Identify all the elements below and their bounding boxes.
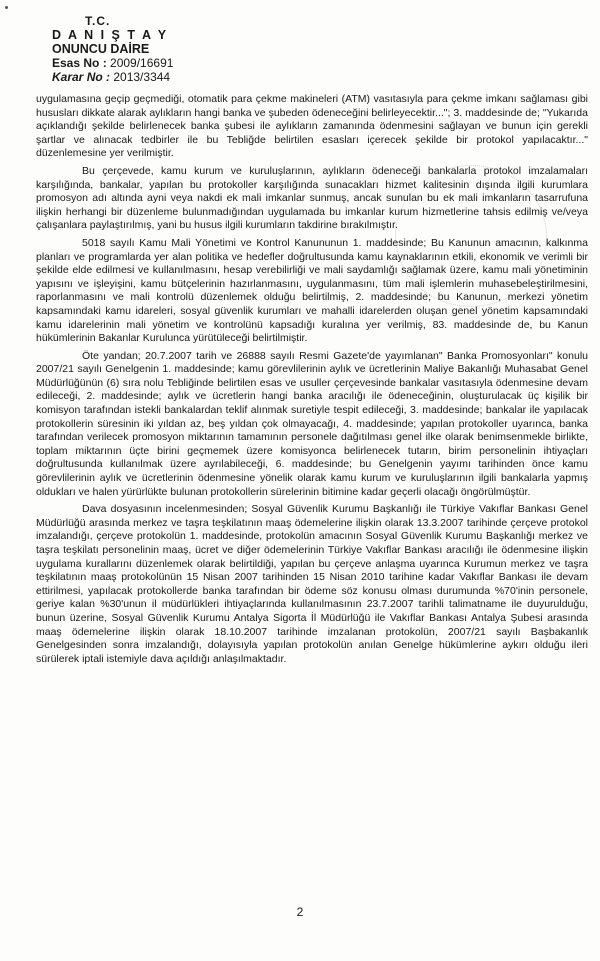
document-body [36, 93, 588, 670]
republic-abbr: T.C. [85, 14, 111, 28]
paragraph-circular-2007-21: Öte yandan; 20.7.2007 tarih ve 26888 sayılı Resmi Gazete'de yayımlanan" Banka Promosyonları" konulu 2007/21 sayılı Genelgenin 1. maddesinde; kamu görevlilerinin aylık ve ücretlerinin Maliye Bakanlığı Muhasabat Genel Müdürlüğünün (6) sıra nolu Tebliğinde belirtilen esas ve usuller çerçevesinde bankalar vasıtasıyla ödenmesine devam edileceği, 2. maddesinde; aylık ve ücretlerin hangi banka aracılığı ile ödeneceğinin, oluşturulacak üç kişilik bir komisyon tarafından istekli bankalardan teklif alınmak suretiyle tespit edileceği, 3. maddesinde; bankalar ile yapılacak protokollerin süresinin iki yıldan az, beş yıldan çok olmayacağı, 4. maddesinde; yapılan protokoller uyarınca, banka tarafından verilecek promosyon miktarının tamamının personele dağıtılması genel ilke olarak benimsenmekle birlikte, toplam miktarının üçte birini geçmemek üzere komisyonca belirlenecek tutarın, birim personelinin ihtiyaçları doğrultusunda kullanılmak üzere ayrılabileceği, 6. maddesinde; bu Genelgenin yayımı tarihinden önce kamu görevlilerinin aylık ve ücretlerinin ödenmesine yönelik olarak kamu kurum ve kuruluşlarının ilgili bankalarla yapmış oldukları ve halen yürürlükte bulunan protokollerin sürelerinin bitimine kadar geçerli olacağı öngörülmüştür. [36, 349, 588, 498]
court-name: D A N I Ş T A Y [52, 28, 169, 42]
paragraph-promotions: Bu çerçevede, kamu kurum ve kuruluşlarının, aylıkların ödeneceği bankalarla protokol imzalamaları karşılığında, bankalar, yapılan bu protokoller karşılığında sunacakları hizmet kalitesinin dışında ilgili kurumlara promosyon adı altında ayni veya nakdi ek mali imkanlar sunmuş, ancak sunulan bu ek mali imkanların tasarrufuna ilişkin herhangi bir düzenleme bulunmadığından uygulamada bu imkanlar kurum hizmetlerine tahsis edilmiş ve/veya çalışanlara paylaştırılmış, yani bu husus ilgili kurumların takdirine bırakılmıştır. [36, 164, 588, 232]
karar-no-row [52, 70, 255, 84]
document-header [35, 14, 255, 84]
karar-no-label: Karar No : [52, 70, 111, 84]
paragraph-case-file: Dava dosyasının incelenmesinden; Sosyal Güvenlik Kurumu Başkanlığı ile Türkiye Vakıflar Bankası Genel Müdürlüğü arasında merkez ve taşra teşkilatının maaş ödemelerine ilişkin olarak 13.3.2007 tarihinde çerçeve protokol imzalandığı, çerçeve protokolün 1. maddesinde, protokolün amacının Sosyal Güvenlik Kurumu Başkanlığı merkez ve taşra teşkilatı personelinin maaş, ücret ve diğer ödemelerinin Türkiye Vakıflar Bankası aracılığı ile ödenmesine ilişkin uygulama kurallarını düzenlemek olarak belirtildiği, yapılan bu çerçeve anlaşma uyarınca Kurumun merkez ve taşra teşkilatının maaş protokolünün 15 Nisan 2007 tarihinden 15 Nisan 2010 tarihine kadar Vakıflar Bankası ile devam ettirilmesi, yapılacak protokollerde banka tarafından bir ödeme söz konusu olması durumunda %70'inin personele, geriye kalan %30'unun il müdürlükleri ihtiyaçlarında kullanılmasının 23.7.2007 tarihli talimatname ile duyurulduğu, bunun üzerine, Sosyal Güvenlik Kurumu Antalya Sigorta İl Müdürlüğü ile Vakıflar Bankası Antalya Şubesi arasında maaş ödemelerine ilişkin olarak 18.10.2007 tarihinde imzalanan protokolün, 2007/21 sayılı Başbakanlık Genelgesinden sonra imzalandığı, dolayısıyla yapılan protokolün anılan Genelge hükümlerine aykırı olduğu ileri sürülerek iptali istemiyle dava açıldığı anlaşılmaktadır. [36, 503, 588, 665]
esas-no-label: Esas No : [52, 56, 107, 70]
karar-no-value: 2013/3344 [113, 70, 171, 84]
esas-no-row [52, 56, 255, 70]
page-number: 2 [296, 905, 304, 919]
paragraph-law-5018: 5018 sayılı Kamu Mali Yönetimi ve Kontrol Kanununun 1. maddesinde; Bu Kanunun amacının, kalkınma planları ve programlarda yer alan politika ve hedefler doğrultusunda kamu kaynaklarının etkili, ekonomik ve verimli bir şekilde elde edilmesi ve kullanılmasını, hesap verebilirliği ve mali saydamlığı sağlamak üzere, kamu mali yönetiminin yapısını ve işleyişini, kamu bütçelerinin hazırlanmasını, uygulanmasını, tüm mali işlemlerin muhasebeleştirilmesini, raporlanmasını ve mali kontrolü düzenlemek olduğu belirtilmiş, 2. maddesinde; bu Kanunun, merkezi yönetim kapsamındaki kamu idareleri, sosyal güvenlik kurumları ve mahalli idarelerden oluşan genel yönetim kapsamındaki kamu idarelerinin mali yönetim ve kontrolünü kapsadığı kuralına yer verilmiş, 83. maddesinde de, bu Kanun hükümlerinin Bakanlar Kurulunca yürütüleceği belirtilmiştir. [36, 236, 588, 345]
scan-speck [5, 6, 8, 9]
esas-no-value: 2009/16691 [110, 56, 174, 70]
chamber-name: ONUNCU DAİRE [52, 42, 150, 56]
paragraph-continuation: uygulamasına geçip geçmediği, otomatik para çekme makineleri (ATM) vasıtasıyla para çekme imkanı sağlaması gibi hususları dikkate alarak aylıkların hangi banka ve şubeden ödeneceğini belirleyecektir..."; 3. maddesinde de; "Yukarıda açıklandığı şekilde belirlenecek banka şubesi ile aylıkların zamanında ödenmesini sağlayan ve bunun için gerekli şartlar ve alınacak tedbirler ile bu Tebliğde belirtilen esasları içerecek şekilde bir protokol yapılacaktır..." düzenlemesine yer verilmiştir. [36, 93, 588, 160]
